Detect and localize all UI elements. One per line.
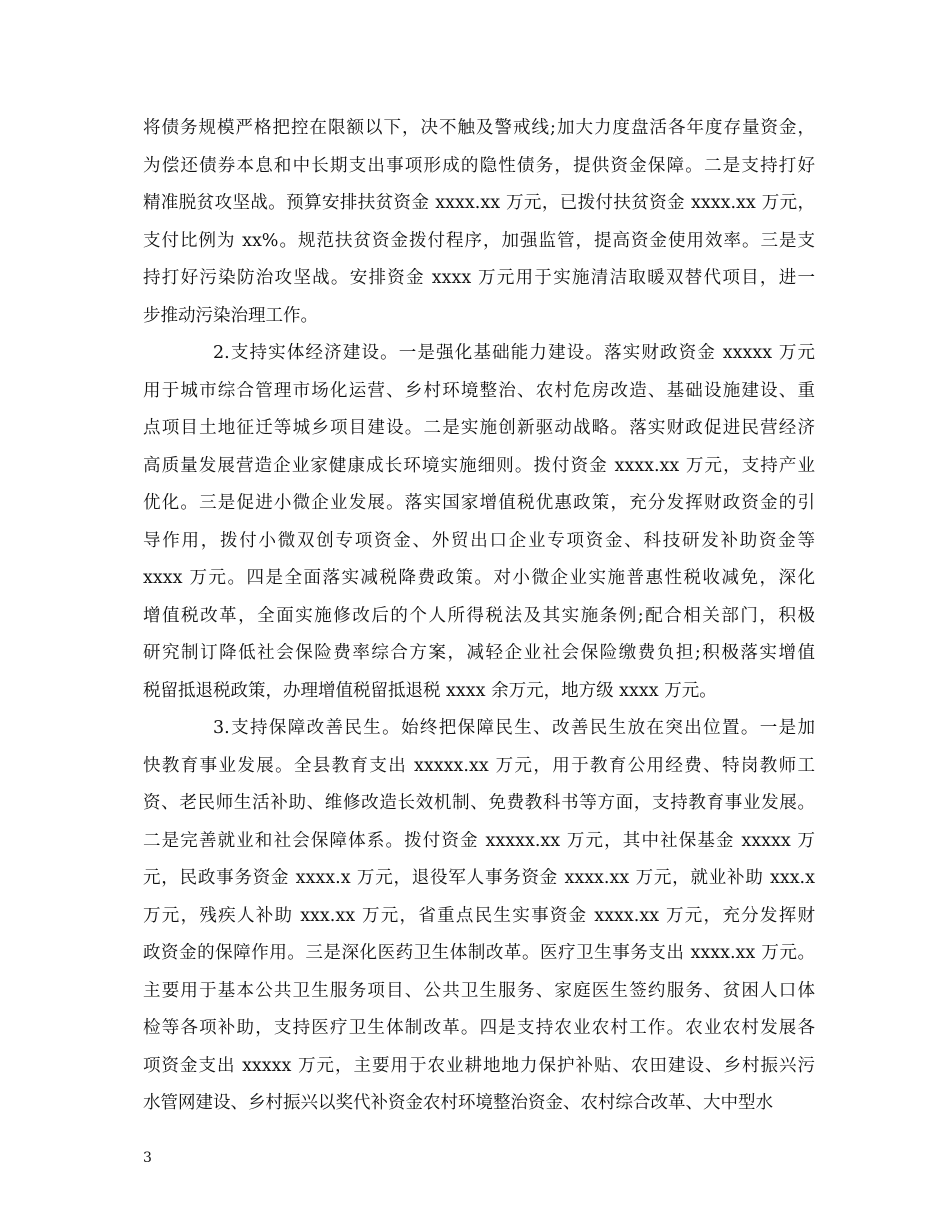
text-line: xxxx 万元。四是全面落实减税降费政策。对小微企业实施普惠性税收减免，深化: [143, 568, 815, 588]
text-line: 持打好污染防治攻坚战。安排资金 xxxx 万元用于实施清洁取暖双替代项目，进一: [143, 268, 815, 288]
text-line: 步推动污染治理工作。: [143, 305, 318, 326]
document-body: [143, 110, 815, 1123]
text-line: 资、老民师生活补助、维修改造长效机制、免费教科书等方面，支持教育事业发展。: [143, 793, 815, 813]
text-line: 检等各项补助，支持医疗卫生体制改革。四是支持农业农村工作。农业农村发展各: [143, 1018, 815, 1038]
text-line: 万元，残疾人补助 xxx.xx 万元，省重点民生实事资金 xxxx.xx 万元，充分发挥财: [143, 905, 815, 926]
text-line: 导作用，拨付小微双创专项资金、外贸出口企业专项资金、科技研发补助资金等: [143, 530, 815, 551]
text-line: 3.支持保障改善民生。始终把保障民生、改善民生放在突出位置。一是加: [213, 718, 815, 738]
text-line: 快教育事业发展。全县教育支出 xxxxx.xx 万元，用于教育公用经费、特岗教师工: [143, 755, 815, 776]
text-line: 将债务规模严格把控在限额以下，决不触及警戒线;加大力度盘活各年度存量资金，: [143, 118, 815, 138]
text-line: 点项目土地征迁等城乡项目建设。二是实施创新驱动战略。落实财政促进民营经济: [143, 418, 815, 438]
text-line: 税留抵退税政策，办理增值税留抵退税 xxxx 余万元，地方级 xxxx 万元。: [143, 680, 717, 701]
text-line: 项资金支出 xxxxx 万元，主要用于农业耕地地力保护补贴、农田建设、乡村振兴污: [143, 1055, 815, 1076]
text-line: 增值税改革，全面实施修改后的个人所得税法及其实施条例;配合相关部门，积极: [143, 605, 815, 626]
text-line: 优化。三是促进小微企业发展。落实国家增值税优惠政策，充分发挥财政资金的引: [143, 493, 815, 513]
text-line: 高质量发展营造企业家健康成长环境实施细则。拨付资金 xxxx.xx 万元，支持产业: [143, 455, 815, 476]
text-line: 政资金的保障作用。三是深化医药卫生体制改革。医疗卫生事务支出 xxxx.xx 万元。: [143, 943, 815, 963]
paragraph: [143, 110, 815, 335]
text-line: 2.支持实体经济建设。一是强化基础能力建设。落实财政资金 xxxxx 万元: [213, 343, 815, 363]
paragraph: [143, 710, 815, 1123]
paragraph: [143, 335, 815, 710]
text-line: 二是完善就业和社会保障体系。拨付资金 xxxxx.xx 万元，其中社保基金 xxxxx 万: [143, 830, 815, 851]
text-line: 精准脱贫攻坚战。预算安排扶贫资金 xxxx.xx 万元，已拨付扶贫资金 xxxx.xx 万元，: [143, 193, 815, 213]
text-line: 水管网建设、乡村振兴以奖代补资金农村环境整治资金、农村综合改革、大中型水: [143, 1093, 773, 1113]
text-line: 支付比例为 xx%。规范扶贫资金拨付程序，加强监管，提高资金使用效率。三是支: [143, 230, 815, 251]
text-line: 元，民政事务资金 xxxx.x 万元，退役军人事务资金 xxxx.xx 万元，就业补助 xxx.x: [143, 868, 815, 888]
text-line: 研究制订降低社会保险费率综合方案，减轻企业社会保险缴费负担;积极落实增值: [143, 643, 815, 663]
text-line: 为偿还债券本息和中长期支出事项形成的隐性债务，提供资金保障。二是支持打好: [143, 155, 815, 176]
page-number: 3: [143, 1150, 152, 1166]
text-line: 用于城市综合管理市场化运营、乡村环境整治、农村危房改造、基础设施建设、重: [143, 380, 815, 401]
text-line: 主要用于基本公共卫生服务项目、公共卫生服务、家庭医生签约服务、贫困人口体: [143, 980, 815, 1001]
